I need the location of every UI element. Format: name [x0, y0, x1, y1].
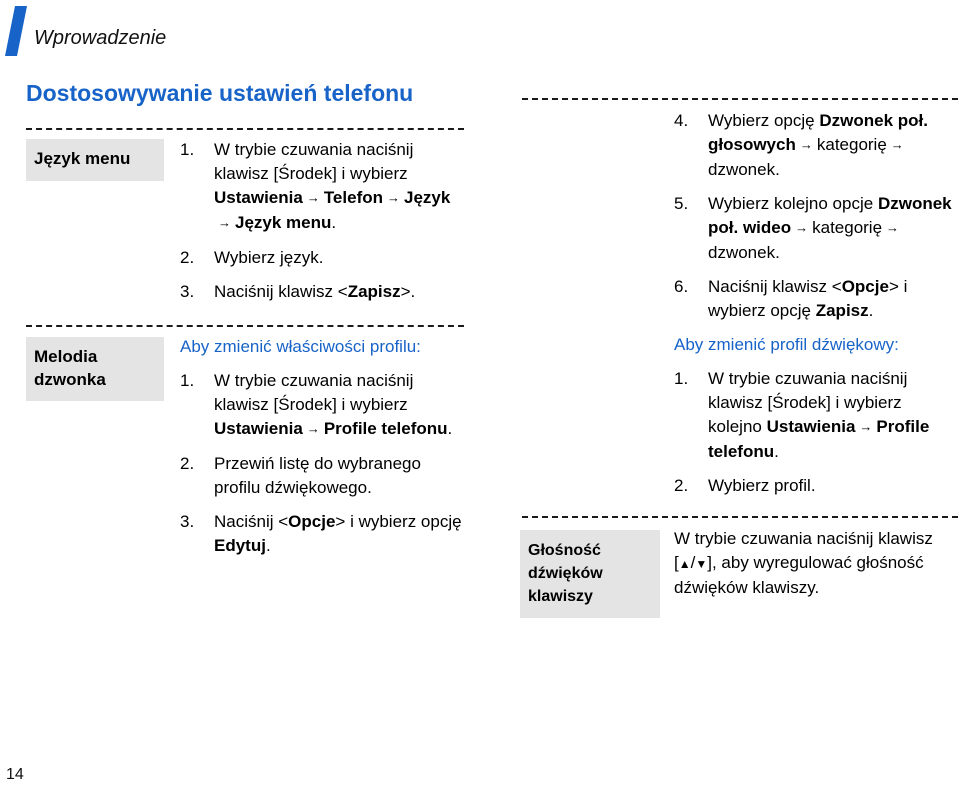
key-separator: /: [690, 553, 696, 572]
step-number: 1.: [180, 140, 195, 159]
menu-path-item: Ustawienia: [214, 188, 303, 207]
menu-path-item: Ustawienia: [766, 417, 856, 436]
step-text: .: [447, 419, 453, 438]
softkey-label: Opcje: [841, 277, 889, 296]
section-label-keytone: [520, 530, 660, 618]
step-number: 2.: [180, 248, 195, 267]
volume-down-icon: ▼: [695, 557, 708, 571]
step-text: Wybierz język.: [214, 248, 324, 267]
step-text: .: [774, 442, 779, 461]
menu-path-item: Profile telefonu: [323, 419, 448, 438]
step-text: > i wybierz opcję: [708, 277, 908, 320]
step-text: >.: [400, 282, 416, 301]
step-number: 1.: [674, 369, 689, 388]
list-item: [180, 138, 464, 236]
divider: [26, 325, 464, 327]
step-number: 6.: [674, 277, 689, 296]
step-number: 2.: [180, 454, 195, 473]
step-text: dzwonek.: [708, 160, 780, 179]
section-label-text: Język menu: [34, 149, 131, 168]
divider: [522, 516, 958, 518]
list-item: [674, 192, 958, 265]
section-label-text: dzwonka: [34, 370, 106, 389]
step-number: 1.: [180, 371, 195, 390]
step-text: Wybierz profil.: [708, 476, 816, 495]
list-item: [674, 367, 958, 464]
arrow-right-icon: →: [218, 215, 231, 230]
step-text: Naciśnij klawisz <: [214, 282, 348, 301]
list-item: [674, 474, 958, 498]
step-number: 3.: [180, 282, 195, 301]
step-text: .: [331, 213, 337, 232]
arrow-right-icon: →: [799, 137, 813, 152]
softkey-label: Zapisz: [347, 282, 401, 301]
section-slash-icon: [5, 6, 27, 56]
step-text: W trybie czuwania naciśnij klawisz [Środek] i wybierz: [214, 371, 414, 414]
menu-path-item: Język menu: [235, 213, 332, 232]
section-label-text: Melodia: [34, 347, 98, 366]
step-text: Naciśnij <: [214, 512, 289, 531]
menu-option: Dzwonek poł. głosowych: [708, 111, 928, 154]
list-item: [180, 246, 464, 270]
step-text: W trybie czuwania naciśnij klawisz [Środek] i wybierz: [214, 140, 414, 183]
step-text: W trybie czuwania naciśnij klawisz [: [674, 529, 933, 572]
menu-option: Zapisz: [815, 301, 869, 320]
step-number: 2.: [674, 476, 689, 495]
menu-path-item: Język: [404, 188, 451, 207]
list-item: [180, 452, 464, 500]
language-steps: [180, 138, 464, 304]
step-text: ], aby wyregulować głośność dźwięków klawiszy.: [674, 553, 924, 597]
step-text: W trybie czuwania naciśnij klawisz [Środek] i wybierz kolejno: [708, 369, 908, 436]
arrow-right-icon: →: [387, 190, 400, 205]
step-text: Naciśnij klawisz <: [708, 277, 842, 296]
page-title: Dostosowywanie ustawień telefonu: [26, 80, 414, 106]
arrow-right-icon: →: [859, 419, 873, 434]
step-text: Przewiń listę do wybranego profilu dźwiękowego.: [214, 454, 421, 497]
step-text: kategorię: [812, 218, 883, 237]
menu-path-item: Telefon: [323, 188, 383, 207]
section-name: Wprowadzenie: [34, 27, 167, 49]
step-text: .: [265, 536, 271, 555]
section-label-text: dźwięków: [528, 565, 603, 582]
menu-option: Edytuj: [214, 536, 266, 555]
arrow-right-icon: →: [890, 137, 904, 152]
arrow-right-icon: →: [886, 220, 900, 235]
step-text: > i wybierz opcję: [335, 512, 462, 531]
menu-path-item: Ustawienia: [214, 419, 303, 438]
list-item: [180, 369, 464, 442]
menu-path-item: Profile telefonu: [708, 417, 930, 461]
volume-up-icon: ▲: [678, 557, 691, 571]
step-text: .: [868, 301, 874, 320]
ringtone-steps-continued: [674, 109, 958, 498]
subheading: Aby zmienić profil dźwiękowy:: [674, 335, 899, 354]
arrow-right-icon: →: [306, 190, 320, 205]
list-item: [674, 275, 958, 323]
step-text: kategorię: [816, 135, 887, 154]
step-text: Wybierz kolejno opcje: [708, 194, 878, 213]
arrow-right-icon: →: [306, 421, 320, 436]
list-item: [180, 280, 464, 304]
ringtone-steps: [180, 335, 464, 558]
divider: [522, 98, 958, 100]
step-text: dzwonek.: [708, 243, 780, 262]
step-number: 5.: [674, 194, 689, 213]
list-item: [180, 510, 464, 558]
section-label-ringtone: [26, 337, 164, 401]
step-number: 4.: [674, 111, 689, 130]
step-number: 3.: [180, 512, 195, 531]
softkey-label: Opcje: [288, 512, 336, 531]
menu-option: Dzwonek poł. wideo: [708, 194, 952, 237]
arrow-right-icon: →: [795, 220, 809, 235]
section-label-language: [26, 139, 164, 181]
list-item: [674, 109, 958, 182]
step-text: Wybierz opcję: [708, 111, 820, 130]
keytone-text: [674, 527, 958, 600]
section-label-text: klawiszy: [528, 588, 593, 605]
divider: [26, 128, 464, 130]
subheading: Aby zmienić właściwości profilu:: [180, 337, 421, 356]
page-number: 14: [6, 766, 24, 783]
section-label-text: Głośność: [528, 542, 601, 559]
